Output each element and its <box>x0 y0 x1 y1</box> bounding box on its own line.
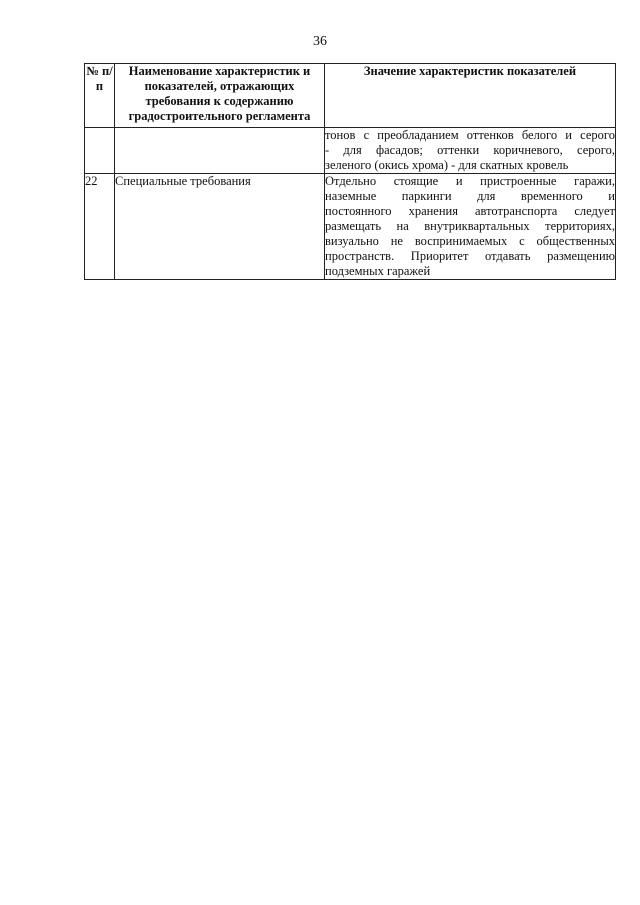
table-header-row <box>85 64 616 128</box>
value-line: подземных гаражей <box>325 264 431 278</box>
table-row <box>85 128 616 174</box>
value-line: тонов с преобладанием оттенков белого и серого <box>325 128 615 142</box>
value-line: зеленого (окись хрома) - для скатных кровель <box>325 158 569 172</box>
row-number <box>85 128 115 174</box>
value-line: - для фасадов; оттенки коричневого, серого, <box>325 143 615 157</box>
value-line: Отдельно стоящие и пристроенные гаражи, <box>325 174 615 188</box>
header-number: № п/п <box>85 64 115 128</box>
header-value: Значение характеристик показателей <box>325 64 616 128</box>
row-number: 22 <box>85 174 115 280</box>
row-value <box>325 174 616 280</box>
value-line: наземные паркинги для временного и <box>325 189 615 203</box>
row-value <box>325 128 616 174</box>
value-line: постоянного хранения автотранспорта следует <box>325 204 615 218</box>
value-line: пространств. Приоритет отдавать размещению <box>325 249 615 263</box>
row-name: Специальные требования <box>115 174 325 280</box>
page-number: 36 <box>313 34 327 49</box>
table-row <box>85 174 616 280</box>
value-line: визуально не воспринимаемых с общественных <box>325 234 615 248</box>
value-line: размещать на внутриквартальных территориях, <box>325 219 615 233</box>
header-name: Наименование характеристик и показателей, отражающих требования к содержанию градостроительного регламента <box>115 64 325 128</box>
row-name <box>115 128 325 174</box>
regulation-table <box>84 63 616 280</box>
